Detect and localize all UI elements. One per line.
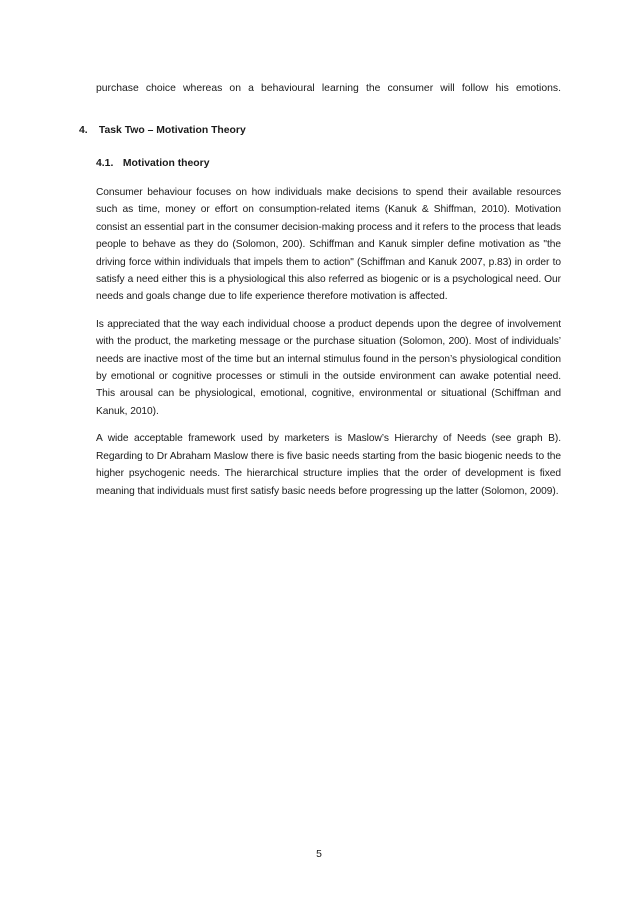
body-text xyxy=(96,184,561,510)
paragraph-involvement: Is appreciated that the way each individual choose a product depends upon the degree of involvement with the product, the marketing message or the purchase situation (Solomon, 200). Most of individuals’ needs are inactive most of the time but an internal stimulus found in the person’s physiological condition by emotional or cognitive processes or stimuli in the outside environment can awake potential need. This arousal can be physiological, emotional, cognitive, environmental or situational (Schiffman and Kanuk, 2010). xyxy=(96,318,561,417)
section-number: 4. xyxy=(79,125,88,136)
section-heading xyxy=(79,122,246,139)
section-title: Task Two – Motivation Theory xyxy=(98,125,246,136)
subsection-heading xyxy=(96,155,209,172)
paragraph-maslow: A wide acceptable framework used by marketers is Maslow’s Hierarchy of Needs (see graph B). Regarding to Dr Abraham Maslow there is five basic needs starting from the basic biogenic needs to the higher psychogenic needs. The hierarchical structure implies that the order of development is fixed meaning that individuals must first satisfy basic needs before progressing up the latter (Solomon, 2009). xyxy=(96,433,561,497)
subsection-title: Motivation theory xyxy=(122,158,210,169)
page-number: 5 xyxy=(316,849,322,860)
continuation-text: purchase choice whereas on a behavioural learning the consumer will follow his emotions. xyxy=(96,83,561,94)
paragraph-consumer-behaviour: Consumer behaviour focuses on how individuals make decisions to spend their available resources such as time, money or effort on consumption-related items (Kanuk & Shiffman, 2010). Motivation consist an essential part in the consumer decision-making process and it refers to the process that leads people to behave as they do (Solomon, 200). Schiffman and Kanuk simpler define motivation as "the driving force within individuals that impels them to action" (Schiffman and Kanuk 2007, p.83) in order to satisfy a need either this is a physiological this also referred as biogenic or is a psychological need. Our needs and goals change due to life experience therefore motivation is affected. xyxy=(96,187,561,303)
subsection-number: 4.1. xyxy=(96,158,114,169)
